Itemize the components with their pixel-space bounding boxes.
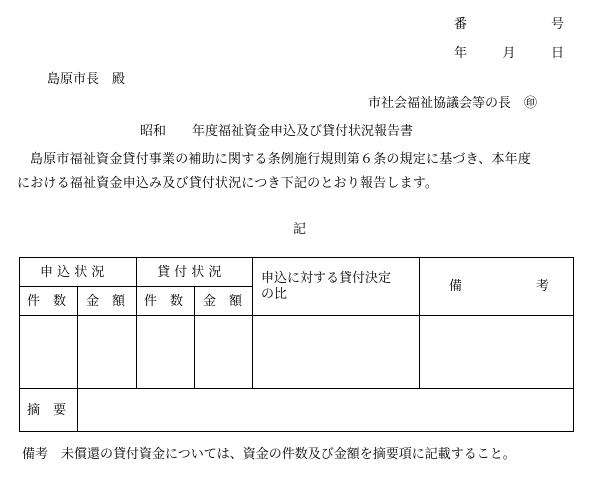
number-label-ban: 番 <box>454 17 468 32</box>
body-text-line-1: 島原市福祉資金貸付事業の補助に関する条例施行規則第６条の規定に基づき、本年度 <box>30 152 532 167</box>
ki-heading: 記 <box>293 222 307 237</box>
table-border-left <box>19 257 20 432</box>
table-border-right <box>573 257 574 432</box>
date-month-label: 月 <box>502 46 516 61</box>
ratio-header-line-2: の比 <box>261 287 288 302</box>
document-number <box>454 18 564 31</box>
ratio-header-line-1: 申込に対する貸付決定 <box>261 271 392 286</box>
addressee: 島原市長 殿 <box>47 72 126 87</box>
number-label-go: 号 <box>550 17 564 32</box>
report-title: 昭和 年度福祉資金申込及び貸付状況報告書 <box>140 124 414 139</box>
loan-count-header: 件 数 <box>144 294 184 309</box>
table-vline-3 <box>194 286 195 388</box>
document-date <box>454 47 564 60</box>
biko-header-a: 備 <box>449 279 463 294</box>
application-count-header: 件 数 <box>27 294 67 309</box>
table-border-bottom <box>19 431 574 432</box>
loan-amount-header: 金 額 <box>203 294 243 309</box>
table-vline-summary <box>77 388 78 432</box>
remarks-note: 備考 未償還の貸付資金については、資金の件数及び金額を摘要項に記載すること。 <box>22 447 516 462</box>
body-text-line-2: における福祉資金申込み及び貸付状況につき下記のとおり報告します。 <box>17 176 439 191</box>
date-day-label: 日 <box>550 46 564 61</box>
biko-header-b: 考 <box>536 279 550 294</box>
table-vline-5 <box>419 257 420 388</box>
table-vline-1 <box>77 286 78 388</box>
table-vline-4 <box>252 257 253 388</box>
sender: 市社会福祉協議会等の長 ㊞ <box>368 96 538 111</box>
status-table <box>19 257 574 432</box>
table-line-header-bottom <box>19 315 574 316</box>
application-amount-header: 金 額 <box>86 294 126 309</box>
summary-label: 摘 要 <box>27 403 67 418</box>
table-vline-2 <box>136 257 137 388</box>
loan-status-header: 貸 付 状 況 <box>157 265 222 280</box>
table-line-summary-top <box>19 388 574 389</box>
date-year-label: 年 <box>454 46 468 61</box>
application-status-header: 申 込 状 況 <box>40 265 105 280</box>
table-border-top <box>19 257 574 258</box>
